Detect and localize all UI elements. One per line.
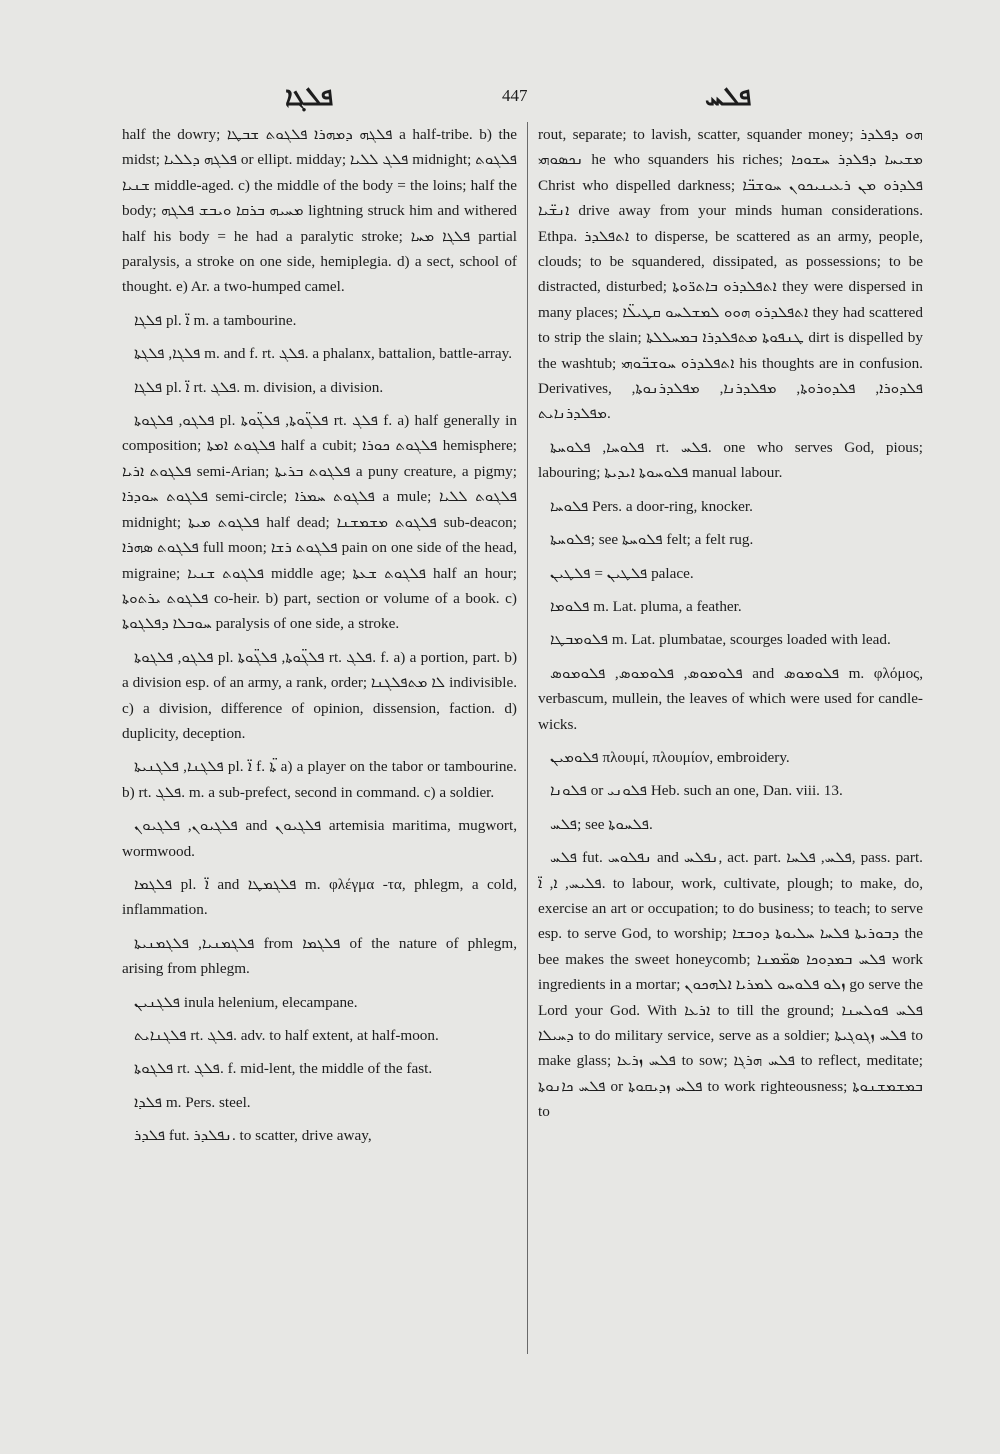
entry-paragraph: ܦܠܘܡܘܣ, ܦܠܘܡܘܣ, ܦܠܘܡܘܣ and ܦܠܘܡܘܣ m. φλόμος, verbascum, mullein, the leaves of which were used for candle-wicks. xyxy=(538,664,923,733)
entry-paragraph: ܦܠܓܡܐ pl. ܐ̈ and ܦܠܓܡܛܐ m. φλέγμα -τα, phlegm, a cold, inflammation. xyxy=(122,875,517,919)
entry-paragraph: ܦܠܓܐ pl. ܐ̈ m. a tambourine. xyxy=(134,311,297,329)
entry-paragraph: ܦܠܓܘ, ܦܠܓܘܬܐ pl. ܦܠܓ̈ܘܬܐ, ܦܠܓ̈ܘܬܐ rt. ܦܠܓ f. a) half generally in composition; ܦܠܓܘܬ ܐܡܬܐ half a cubit; ܦܠܓܘܬ ܟܘܪܐ hemisphere; ܦܠܓܘܬ ܐܪܝܐ semi-Arian; ܦܠܓܘܬ ܒܪܝܬܐ a puny creature, a pigmy; ܦܠܓܘܬ ܚܘܕܪܐ semi-circle; ܦܠܓܘܬ ܚܡܪܐ a mule; ܦܠܓܘܬ ܠܠܝܐ midnight; ܦܠܓܘܬ ܡܝܬܐ half dead; ܦܠܓܘܬ ܡܫܡܫܢܐ sub-deacon; ܦܠܓܘܬ ܣܗܪܐ full moon; ܦܠܓܘܬ ܪܫܐ pain on one side of the head, migraine; ܦܠܓܘܬ ܫܢܝܐ middle age; ܦܠܓܘܬ ܫܥܬܐ half an hour; ܦܠܓܘܬ ܝܪܬܘܬܐ co-heir. b) part, section or volume of a book. c) ܚܘܒܠܐ ܕܦܠܓܘܬܐ paralysis of one side, a stroke. xyxy=(122,412,517,633)
entry-paragraph: ܦܠܘܡܒܛܐ m. Lat. plumbatae, scourges loaded with lead. xyxy=(550,631,891,649)
entry-paragraph: ܦܠܓܢܝܢ inula helenium, elecampane. xyxy=(134,993,358,1011)
entry-paragraph: ܦܠܘܚܬܐ; see ܦܠܘܚܬܐ felt; a felt rug. xyxy=(550,531,754,549)
entry-paragraph: ܦܠܓܘܬܐ rt. ܦܠܓ. f. mid-lent, the middle of the fast. xyxy=(134,1060,433,1078)
entry-paragraph: ܦܠܘܢܐ or ܦܠܘܢܝ Heb. such an one, Dan. viii. 13. xyxy=(550,782,843,800)
entry-paragraph: ܦܠܘܡܐ m. Lat. pluma, a feather. xyxy=(550,597,742,615)
entry-paragraph: ܦܠܓܘ, ܦܠܓܘܬܐ pl. ܦܠܓ̈ܘܬܐ, ܦܠܓ̈ܘܬܐ rt. ܦܠܓ. f. a) a portion, part. b) a division esp. of an army, a rank, order; ܠܐ ܡܬܦܠܓܢܐ indivisible. c) a division, difference of opinion, dissension, faction. d) duplicity, deception. xyxy=(122,648,517,742)
entry-paragraph: ܦܠܕܐ m. Pers. steel. xyxy=(134,1093,251,1111)
left-column xyxy=(122,122,517,1362)
entry-paragraph: ܦܠܚ; see ܦܠܚܘܬܐ. xyxy=(550,815,653,833)
entry-paragraph: ܦܠܛܝܢ = ܦܠܛܝܢ palace. xyxy=(550,564,694,582)
entry-paragraph: rout, separate; to lavish, scatter, squander money; ܗܘ ܕܦܠܕܪ ܢܟܣܘܗܝ he who squanders his riches; ܡܫܝܚܐ ܕܦܠܕܪ ܚܫܘܟܐ Christ who dispelled darkness; ܦܠܕܪܘ ܡܢ ܪܥܝܢܝܟܘܢ ܚܘܫܒ̈ܐ ܐܢܫ̈ܝܐ drive away from your minds human considerations. Ethpa. ܐܬܦܠܕܪ to disperse, be scattered as an army, people, clouds; to be squandered, dissipated, as possessions; to be distracted, disturbed; ܐܬܦܠܕܪܘ ܒܐܬܪ̈ܘܬܐ they were dispersed in many places; ܐܬܦܠܕܪܘ ܗܘܘ ܠܡܫܠܚܘ ܩܛܝܠ̈ܐ they had scattered to strip the slain; ܛܢܦܘܬܐ ܡܬܦܠܕܪܐ ܒܡܚܠܠܬܐ dirt is dispelled by the washtub; ܐܬܦܠܕܪܘ ܚܘܫܒ̈ܘܗܝ his thoughts are in confusion. Derivatives, ܦܠܕܘܪܐ, ܦܠܕܘܪܘܬܐ, ܡܦܠܕܪܢܐ, ܡܦܠܕܪܢܘܬܐ, ܡܦܠܕܪܢܐܝܬ. xyxy=(538,126,923,423)
running-head-right: ܦܠܚ xyxy=(705,82,752,111)
page-number: 447 xyxy=(502,86,528,105)
entry-paragraph: ܦܠܓܢܐ, ܦܠܓܢܝܬܐ pl. ܐ̈ f. ܬ̈ܐ a) a player on the tabor or tambourine. b) rt. ܦܠܓ. m. a sub-prefect, second in command. c) a soldier. xyxy=(122,758,517,801)
column-divider xyxy=(527,122,528,1354)
entry-paragraph: ܦܠܕܪ fut. ܢܦܠܕܪ. to scatter, drive away, xyxy=(134,1127,372,1145)
entry-paragraph: ܦܠܓܡܢܝܐ, ܦܠܓܡܢܝܬܐ from ܦܠܓܡܐ of the nature of phlegm, arising from phlegm. xyxy=(122,934,517,978)
entry-paragraph: half the dowry; ܦܠܓܗ ܕܡܗܪܐ ܦܠܓܘܬ ܫܒܛܐ a half-tribe. b) the midst; ܦܠܓܗ ܕܠܠܝܐ or ellipt. midday; ܦܠܓ ܠܠܝܐ midnight; ܦܠܓܘܬ ܫܢܝܐ middle-aged. c) the middle of the body = the loins; half the body; ܡܚܝܗ ܒܪܩܐ ܘܝܒܫ ܦܠܓܗ lightning struck him and withered half his body = he had a paralytic stroke; ܦܠܓܐ ܡܚܐ partial paralysis, a stroke on one side, hemiplegia. d) a sect, school of thought. e) Ar. a two-humped camel. xyxy=(122,126,517,296)
entry-paragraph: ܦܠܓܐ, ܦܠܓܬܐ m. and f. rt. ܦܠܓ. a phalanx, battalion, battle-array. xyxy=(134,345,513,363)
entry-paragraph: ܦܠܘܡܝܢ πλουμί, πλουμίον, embroidery. xyxy=(550,748,790,766)
entry-paragraph: ܦܠܘܚܐ, ܦܠܘܚܬܐ rt. ܦܠܚ. one who serves God, pious; labouring; ܦܠܘܚܘܬܐ ܐܝܕܝܬܐ manual labour. xyxy=(538,438,923,482)
page-header xyxy=(0,78,1000,114)
entry-paragraph: ܦܠܓܐ pl. ܐ̈ rt. ܦܠܓ. m. division, a division. xyxy=(134,378,384,396)
running-head-left: ܦܠܓܐ xyxy=(285,82,334,111)
entry-paragraph: ܦܠܓܢܐܝܬ rt. ܦܠܓ. adv. to half extent, at half-moon. xyxy=(134,1027,439,1044)
entry-paragraph: ܦܠܓܝܘܢ, ܦܠܓܝܘܢ and ܦܠܓܝܘܢ artemisia maritima, mugwort, wormwood. xyxy=(122,817,517,860)
entry-paragraph: ܦܠܚ fut. ܢܦܠܘܚ and ܢܦܠܚ, act. part. ܦܠܚ, ܦܠܚܐ, pass. part. ܦܠܝܚ, ܐ, ܐ̈. to labour, work, cultivate, plough; to make, do, exercise an art or occupation; to do business; to teach; to serve esp. to serve God, to worship; ܕܒܘܪܝܬܐ ܦܠܚܐ ܚܠܝܘܬܐ ܕܘܒܫܐ the bee makes the sweet honeycomb; ܦܠܚ ܒܡܕܘܟܐ ܣܡ̈ܡܢܐ work ingredients in a mortar; ܙܠܘ ܦܠܘܚܘ ܠܡܪܝܐ ܐܠܗܟܘܢ go serve the Lord your God. With ܐܪܥܐ to till the ground; ܦܠܚ ܦܘܠܚܢܐ ܕܚܝܠܐ to do military service, serve as a soldier; ܦܠܚ ܙܓܘܓܝܬܐ to make glass; ܦܠܚ ܙܪܥܐ to sow; ܦܠܚ ܗܪܓܐ to reflect, meditate; ܦܠܚ ܟܐܢܘܬܐ or ܦܠܚ ܙܕܝܩܘܬܐ to work righteousness; ܒܡܫܡܫܢܘܬܐ to xyxy=(538,849,923,1121)
entry-paragraph: ܦܠܘܚܐ Pers. a door-ring, knocker. xyxy=(550,497,753,515)
right-column xyxy=(538,122,923,1362)
